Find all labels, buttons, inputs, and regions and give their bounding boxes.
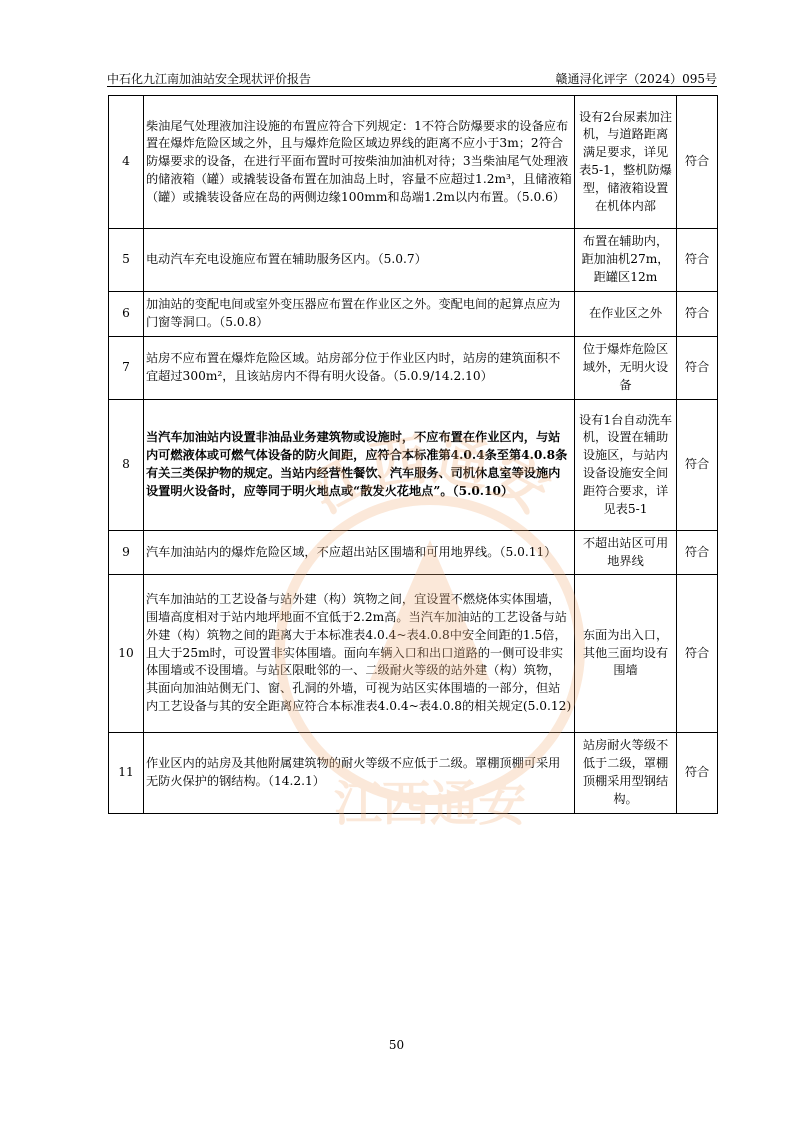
row-number: 8 <box>109 400 144 531</box>
report-number: 赣通浔化评字（2024）095号 <box>555 72 717 86</box>
row-number: 5 <box>109 229 144 292</box>
requirement-text: 当汽车加油站内设置非油品业务建筑物或设施时，不应布置在作业区内，与站内可燃液体或可燃气体设备的防火间距，应符合本标准第4.0.4条至第4.0.8条有关三类保护物的规定。当站内经营性餐饮、汽车服务、司机休息室等设施内设置明火设备时，应等同于明火地点或“散发火花地点”。（5.0.10） <box>144 400 575 531</box>
requirement-text: 汽车加油站的工艺设备与站外建（构）筑物之间，宜设置不燃烧体实体围墙，围墙高度相对于站内地坪地面不宜低于2.2m高。当汽车加油站的工艺设备与站外建（构）筑物之间的距离大于本标准表4.0.4~表4.0.8中安全间距的1.5倍，且大于25m时，可设置非实体围墙。面向车辆入口和出口道路的一侧可设非实体围墙或不设围墙。与站区限毗邻的一、二级耐火等级的站外建（构）筑物，其面向加油站侧无门、窗、孔洞的外墙，可视为站区实体围墙的一部分，但站内工艺设备与其的安全距离应符合本标准表4.0.4~表4.0.8的相关规定(5.0.12) <box>144 575 575 733</box>
row-number: 10 <box>109 575 144 733</box>
result-cell: 符合 <box>677 400 718 531</box>
actual-condition: 位于爆炸危险区域外，无明火设备 <box>575 337 677 400</box>
table-row <box>109 400 718 531</box>
result-cell: 符合 <box>677 292 718 337</box>
result-cell: 符合 <box>677 531 718 575</box>
table-row <box>109 96 718 229</box>
table-row <box>109 337 718 400</box>
requirement-text: 电动汽车充电设施应布置在辅助服务区内。（5.0.7） <box>144 229 575 292</box>
result-cell: 符合 <box>677 229 718 292</box>
row-number: 9 <box>109 531 144 575</box>
row-number: 6 <box>109 292 144 337</box>
actual-condition: 不超出站区可用地界线 <box>575 531 677 575</box>
table-row <box>109 292 718 337</box>
watermark-arc-text: 江西通安 <box>300 427 560 526</box>
result-cell: 符合 <box>677 337 718 400</box>
table-row <box>109 575 718 733</box>
row-number: 11 <box>109 733 144 814</box>
actual-condition: 东面为出入口，其他三面均设有围墙 <box>575 575 677 733</box>
table-row <box>109 733 718 814</box>
requirement-text: 作业区内的站房及其他附属建筑物的耐火等级不应低于二级。罩棚顶棚可采用无防火保护的钢结构。（14.2.1） <box>144 733 575 814</box>
row-number: 4 <box>109 96 144 229</box>
requirement-text: 汽车加油站内的爆炸危险区域，不应超出站区围墙和可用地界线。（5.0.11） <box>144 531 575 575</box>
table-row <box>109 229 718 292</box>
report-title: 中石化九江南加油站安全现状评价报告 <box>107 72 312 86</box>
watermark-bottom-text: 江西通安 <box>333 776 527 832</box>
actual-condition: 站房耐火等级不低于二级，罩棚顶棚采用型钢结构。 <box>575 733 677 814</box>
evaluation-table <box>108 95 718 814</box>
result-cell: 符合 <box>677 733 718 814</box>
requirement-text: 加油站的变配电间或室外变压器应布置在作业区之外。变配电间的起算点应为门窗等洞口。（5.0.8） <box>144 292 575 337</box>
actual-condition: 在作业区之外 <box>575 292 677 337</box>
page-number: 50 <box>388 1038 405 1052</box>
actual-condition: 设有1台自动洗车机，设置在辅助设施区，与站内设备设施安全间距符合要求，详见表5-1 <box>575 400 677 531</box>
actual-condition: 设有2台尿素加注机，与道路距离满足要求，详见表5-1，整机防爆型，储液箱设置在机体内部 <box>575 96 677 229</box>
result-cell: 符合 <box>677 96 718 229</box>
table-row <box>109 531 718 575</box>
page-header <box>107 68 717 87</box>
actual-condition: 布置在辅助内，距加油机27m，距罐区12m <box>575 229 677 292</box>
requirement-text: 站房不应布置在爆炸危险区域。站房部分位于作业区内时，站房的建筑面积不宜超过300m²，且该站房内不得有明火设备。（5.0.9/14.2.10） <box>144 337 575 400</box>
result-cell: 符合 <box>677 575 718 733</box>
requirement-text: 柴油尾气处理液加注设施的布置应符合下列规定：1不符合防爆要求的设备应布置在爆炸危险区域之外，且与爆炸危险区域边界线的距离不应小于3m；2符合防爆要求的设备，在进行平面布置时可按柴油加油机对待；3当柴油尾气处理液的储液箱（罐）或撬装设备布置在加油岛上时，容量不应超过1.2m³，且储液箱（罐）或撬装设备应在岛的两侧边缘100mm和岛端1.2m以内布置。（5.0.6） <box>144 96 575 229</box>
row-number: 7 <box>109 337 144 400</box>
